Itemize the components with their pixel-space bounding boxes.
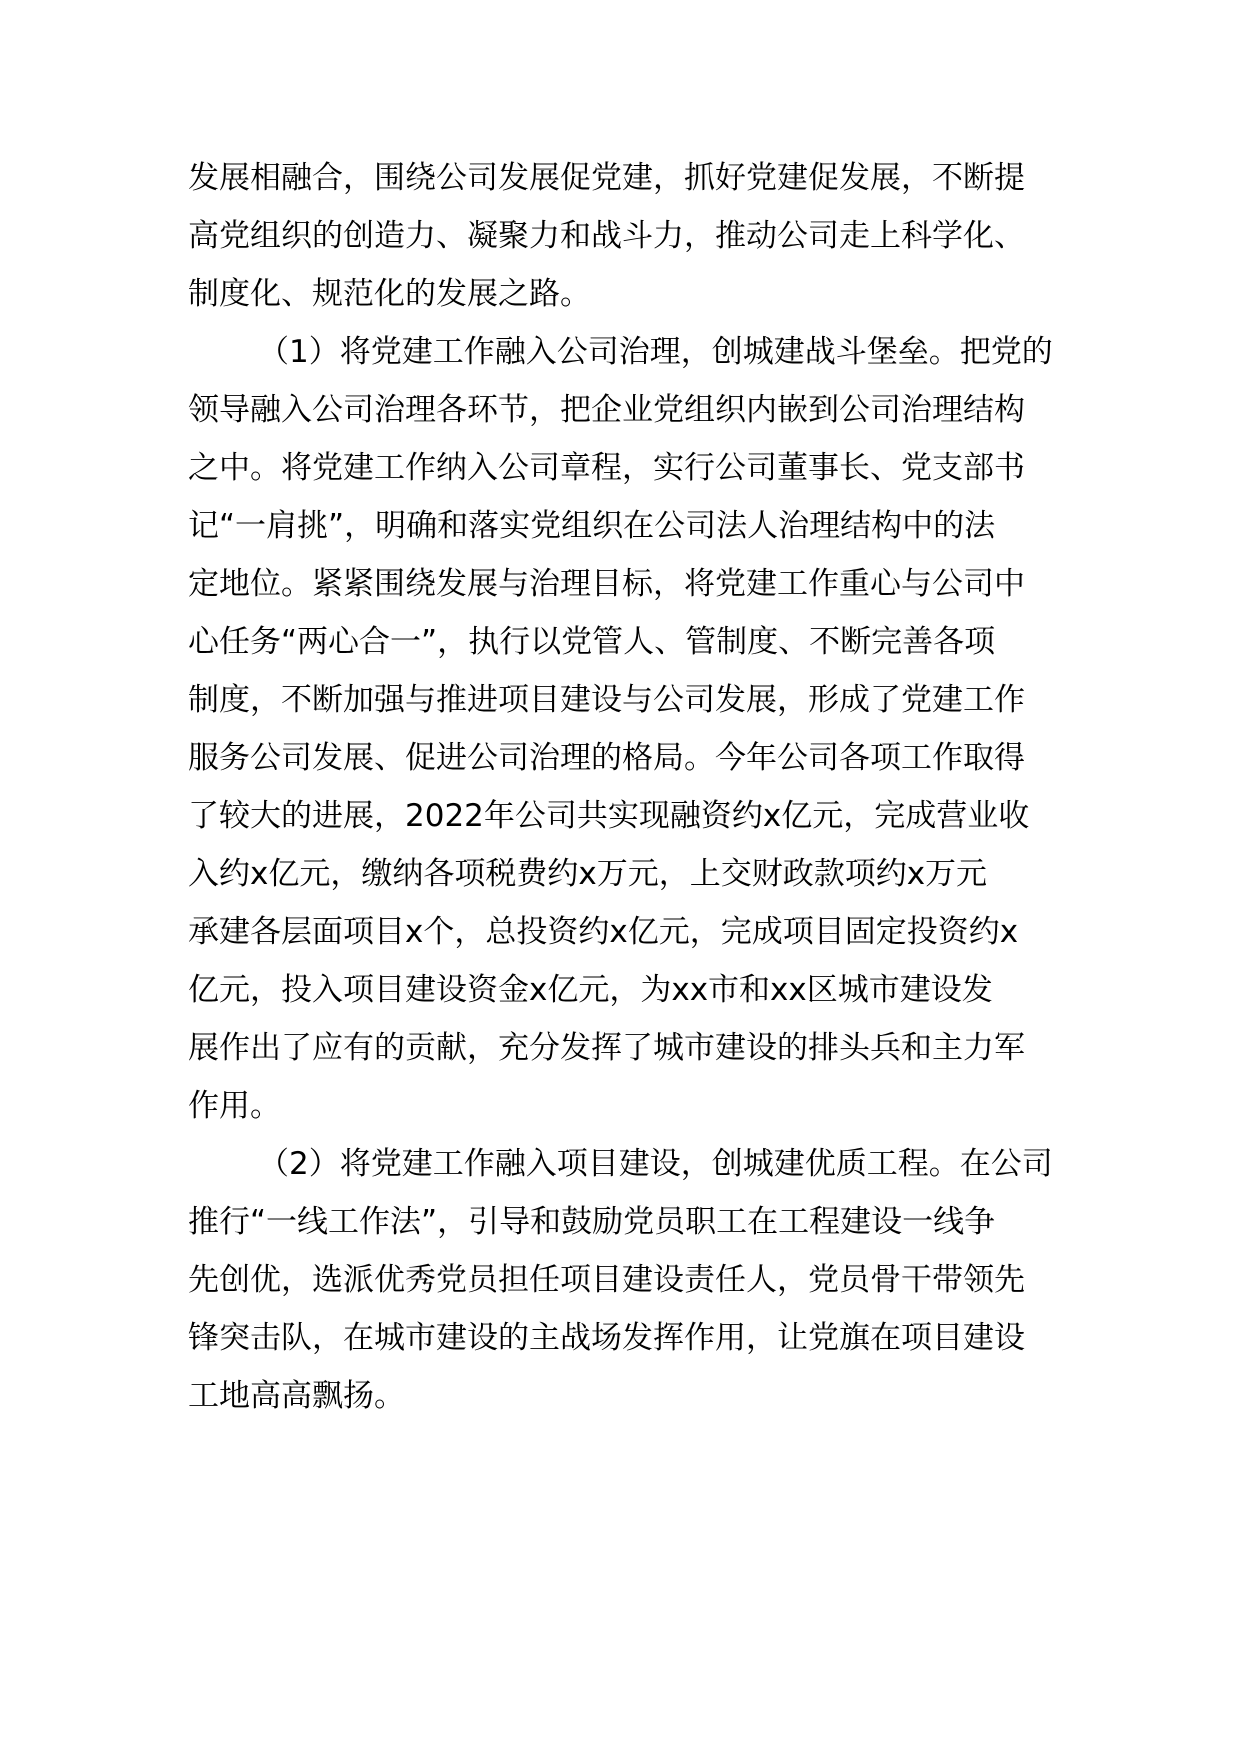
text-line: 发展相融合，围绕公司发展促党建，抓好党建促发展，不断提	[188, 160, 1025, 196]
text-line: 领导融入公司治理各环节，把企业党组织内嵌到公司治理结构	[188, 392, 1025, 428]
text-line: 展作出了应有的贡献，充分发挥了城市建设的排头兵和主力军	[188, 1030, 1025, 1066]
text-line: 了较大的进展，2022年公司共实现融资约x亿元，完成营业收	[188, 798, 1030, 834]
text-line: 制度，不断加强与推进项目建设与公司发展，形成了党建工作	[188, 682, 1025, 718]
text-line: 作用。	[188, 1088, 281, 1124]
text-line: 亿元，投入项目建设资金x亿元，为xx市和xx区城市建设发	[188, 972, 993, 1008]
text-line: 心任务“两心合一”，执行以党管人、管制度、不断完善各项	[188, 624, 996, 660]
text-line: 推行“一线工作法”，引导和鼓励党员职工在工程建设一线争	[188, 1204, 996, 1240]
text-line: 制度化、规范化的发展之路。	[188, 276, 591, 312]
paragraph-1-first-line: （1）将党建工作融入公司治理，创城建战斗堡垒。把党的	[258, 334, 1053, 370]
paragraph-2-first-line: （2）将党建工作融入项目建设，创城建优质工程。在公司	[258, 1146, 1053, 1182]
text-line: 先创优，选派优秀党员担任项目建设责任人，党员骨干带领先	[188, 1262, 1025, 1298]
text-line: 之中。将党建工作纳入公司章程，实行公司董事长、党支部书	[188, 450, 1025, 486]
text-line: 工地高高飘扬。	[188, 1378, 405, 1414]
text-line: 定地位。紧紧围绕发展与治理目标，将党建工作重心与公司中	[188, 566, 1025, 602]
text-line: 入约x亿元，缴纳各项税费约x万元，上交财政款项约x万元	[188, 856, 988, 892]
text-line: 承建各层面项目x个，总投资约x亿元，完成项目固定投资约x	[188, 914, 1019, 950]
text-line: 高党组织的创造力、凝聚力和战斗力，推动公司走上科学化、	[188, 218, 1025, 254]
text-line: 服务公司发展、促进公司治理的格局。今年公司各项工作取得	[188, 740, 1025, 776]
text-line: 记“一肩挑”，明确和落实党组织在公司法人治理结构中的法	[188, 508, 996, 544]
text-line: 锋突击队，在城市建设的主战场发挥作用，让党旗在项目建设	[188, 1320, 1025, 1356]
